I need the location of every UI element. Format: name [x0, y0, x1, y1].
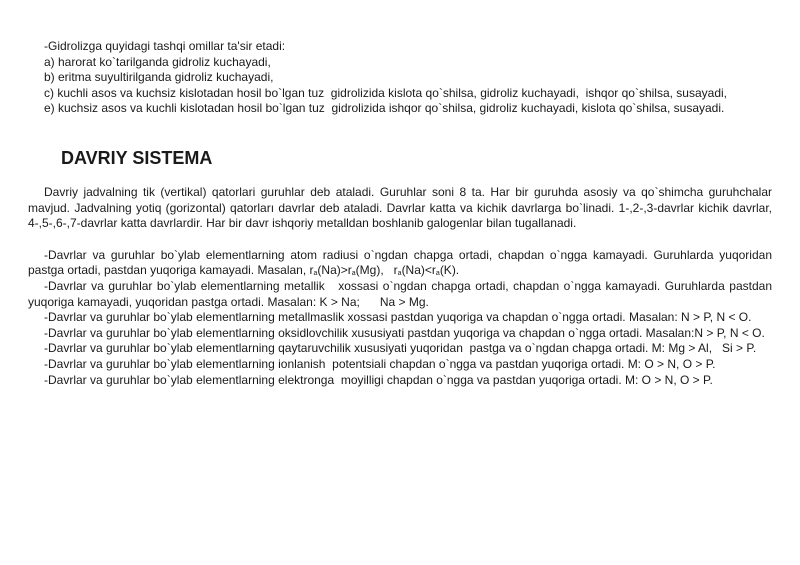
intro-line-3: b) eritma suyultirilganda gidroliz kuchayadi, — [44, 70, 274, 85]
rule-atom-radius-text-a: -Davrlar va guruhlar bo`ylab elementlarning atom radiusi o`ngdan chapga ortadi, chapdan o`ngga kamayadi. Guruhlarda yuqoridan pastga ortadi, pastdan yuqoriga kamayadi. Masalan, r — [28, 247, 776, 278]
rule-atom-radius-text-d: (Na)<r — [401, 263, 436, 278]
rule-atom-radius — [28, 247, 776, 279]
rule-metallic-property: -Davrlar va guruhlar bo`ylab elementlarning metallik xossasi o`ngdan chapga ortadi, chapdan o`ngga kamayadi. Guruhlarda pastdan yuqoriga kamayadi, yuqoridan pastga ortadi. Masalan: K > Na; Na > Mg. — [28, 278, 776, 309]
rule-reducing-property: -Davrlar va guruhlar bo`ylab elementlarning qaytaruvchilik xususiyati yuqoridan pastga va o`ngdan chapga ortadi. M: Mg > Al, Si > P. — [44, 341, 757, 356]
rule-electron-affinity: -Davrlar va guruhlar bo`ylab elementlarning elektronga moyilligi chapdan o`ngga va pastdan yuqoriga ortadi. M: O > N, O > P. — [44, 372, 713, 387]
rule-ionization-potential: -Davrlar va guruhlar bo`ylab elementlarning ionlanish potentsiali chapdan o`ngga va pastdan yuqoriga ortadi. M: O > N, O > P. — [44, 356, 716, 371]
subscript-a-3: a — [397, 270, 402, 278]
paragraph-gap — [28, 232, 772, 248]
intro-line-4: c) kuchli asos va kuchsiz kislotadan hosil bo`lgan tuz gidrolizida kislota qo`shilsa, gidroliz kuchayadi, ishqor qo`shilsa, susayadi, — [44, 85, 727, 100]
rule-atom-radius-text-e: (K). — [439, 263, 460, 278]
periodic-table-paragraph: Davriy jadvalning tik (vertikal) qatorlari guruhlar deb ataladi. Guruhlar soni 8 ta. Har bir guruhda asosiy va qo`shimcha guruhchalar mavjud. Jadvalning yotiq (gorizontal) qatorları davrlar deb ataladi. Davrlar katta va kichik davrlarga bo`linadi. 1-,2-,3-davrlar kichik davrlar, 4-,5-,6-,7-davrlar katta davrlardir. Har bir davr ishqoriy metalldan boshlanib galogenlar bilan tugallanadi. — [28, 184, 776, 231]
rule-nonmetallic-property: -Davrlar va guruhlar bo`ylab elementlarning metallmaslik xossasi pastdan yuqoriga va chapdan o`ngga ortadi. Masalan: N > P, N < O. — [44, 310, 752, 325]
subscript-a-1: a — [313, 270, 318, 278]
intro-line-2: a) harorat ko`tarilganda gidroliz kuchayadi, — [44, 54, 271, 69]
subscript-a-4: a — [435, 270, 440, 278]
section-heading: DAVRIY SISTEMA — [61, 147, 213, 168]
rule-atom-radius-text-b: (Na)>r — [317, 263, 352, 278]
rule-oxidizing-property: -Davrlar va guruhlar bo`ylab elementlarning oksidlovchilik xususiyati pastdan yuqoriga va chapdan o`ngga ortadi. Masalan:N > P, N < O. — [44, 325, 765, 340]
intro-line-5: e) kuchsiz asos va kuchli kislotadan hosil bo`lgan tuz gidrolizida ishqor qo`shilsa, gidroliz kuchayadi, kislota qo`shilsa, susayadi. — [44, 101, 725, 116]
subscript-a-2: a — [351, 270, 356, 278]
intro-line-1: -Gidrolizga quyidagi tashqi omillar ta'sir etadi: — [44, 39, 286, 53]
rule-atom-radius-text-c: (Mg), r — [355, 263, 398, 278]
